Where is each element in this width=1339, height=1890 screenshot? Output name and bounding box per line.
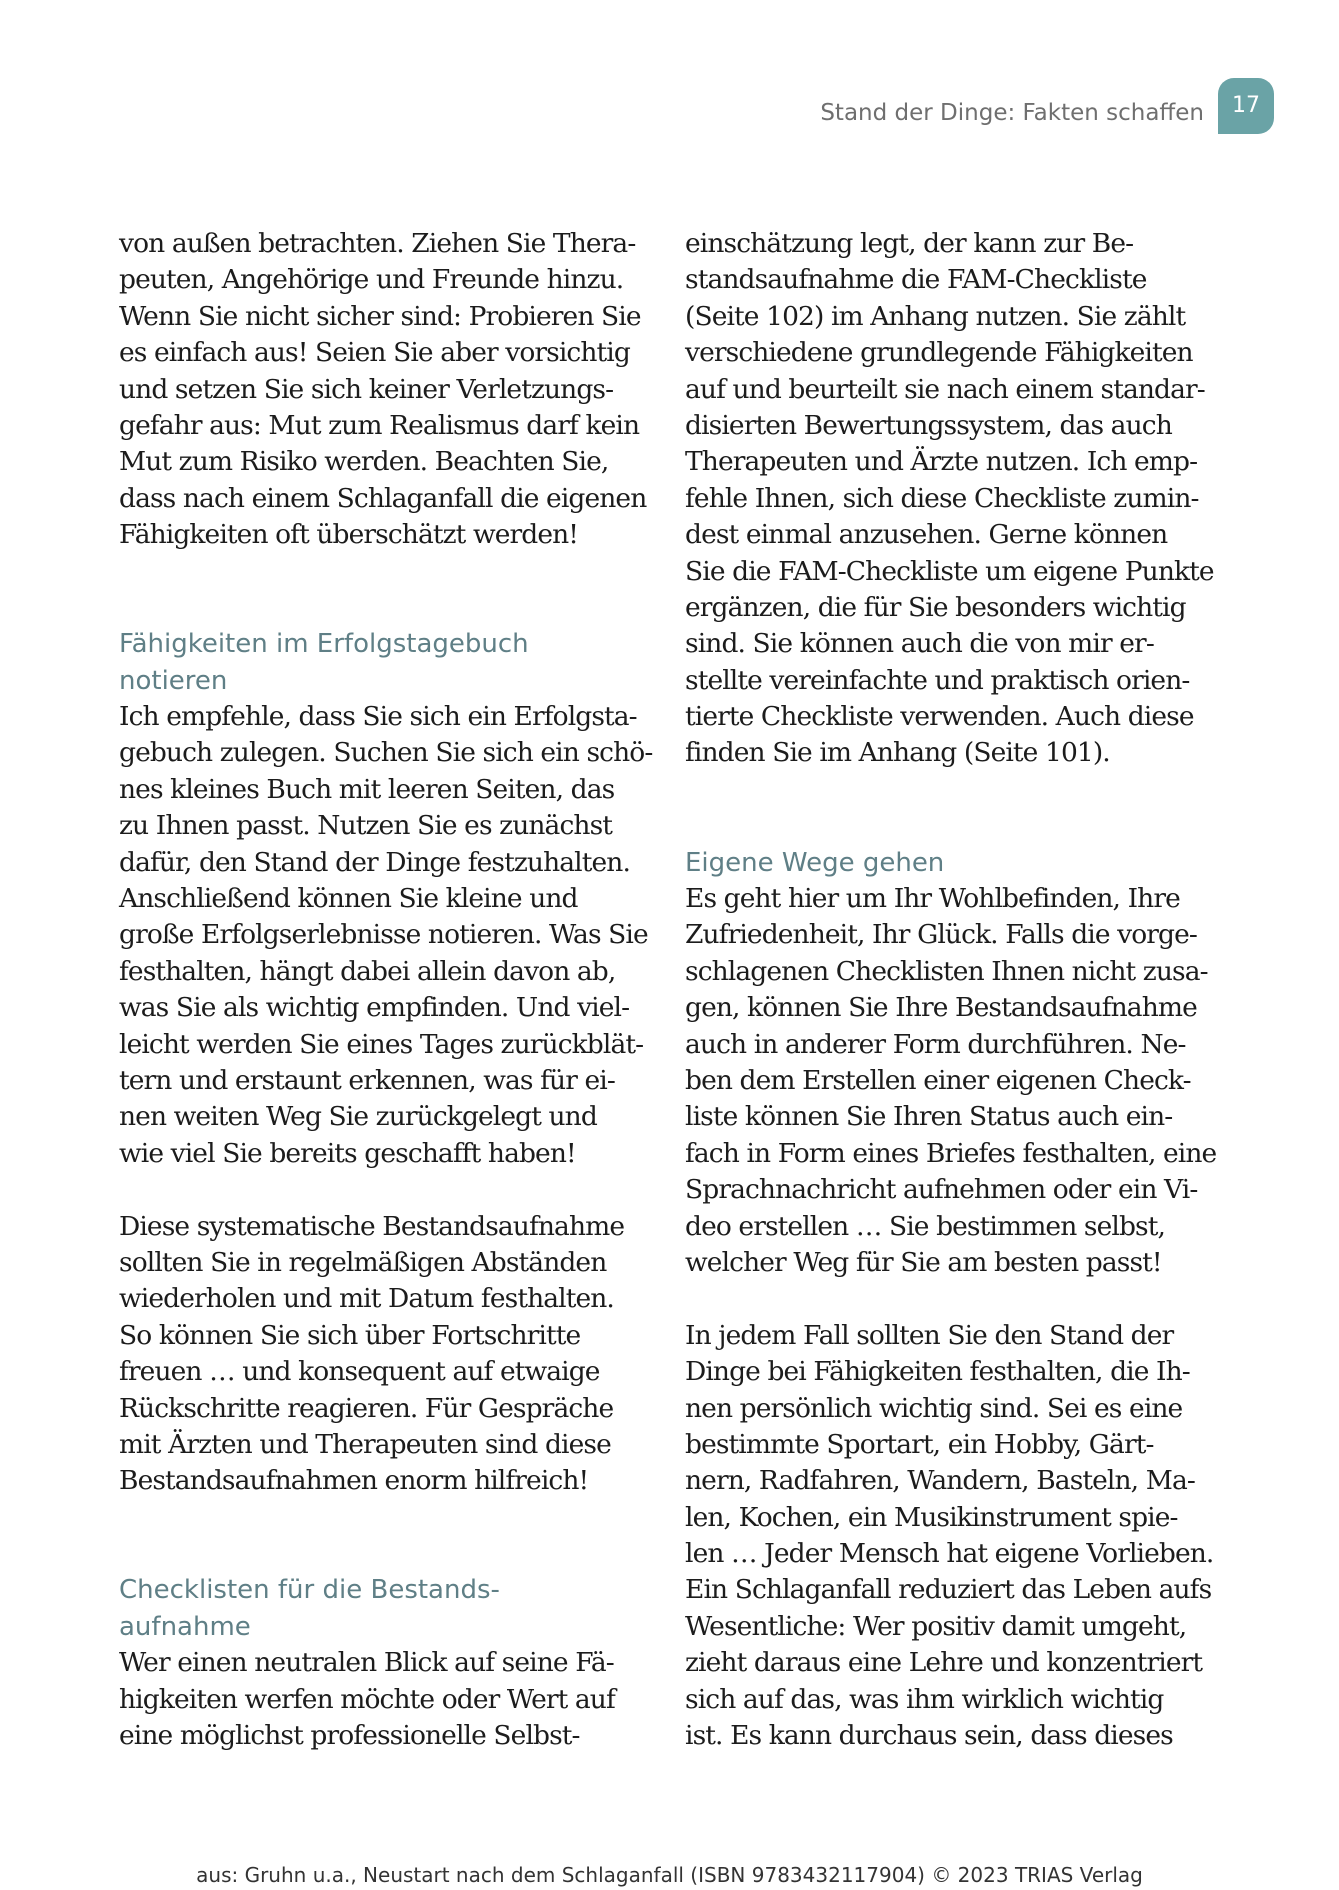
spacer bbox=[119, 554, 639, 627]
text-line: Ich empfehle, dass Sie sich ein Erfolgsta- bbox=[119, 701, 637, 733]
text-line: was Sie als wichtig empfinden. Und viel- bbox=[119, 992, 630, 1024]
text-line: len … Jeder Mensch hat eigene Vorlieben. bbox=[685, 1538, 1214, 1570]
text-line: wie viel Sie bereits geschafft haben! bbox=[119, 1137, 576, 1169]
text-line: freuen … und konsequent auf etwaige bbox=[119, 1356, 600, 1388]
heading-line: notieren bbox=[119, 665, 228, 696]
text-line: dass nach einem Schlaganfall die eigenen bbox=[119, 482, 647, 514]
heading-line: aufnahme bbox=[119, 1611, 251, 1642]
text-line: So können Sie sich über Fortschritte bbox=[119, 1319, 581, 1351]
text-line: es einfach aus! Seien Sie aber vorsichtig bbox=[119, 337, 630, 369]
text-line: Mut zum Risiko werden. Beachten Sie, bbox=[119, 446, 609, 478]
text-line: mit Ärzten und Therapeuten sind diese bbox=[119, 1428, 611, 1460]
text-line: ergänzen, die für Sie besonders wichtig bbox=[685, 591, 1186, 623]
section-heading bbox=[119, 1572, 639, 1645]
text-line: Therapeuten und Ärzte nutzen. Ich emp- bbox=[685, 446, 1198, 478]
right-column bbox=[685, 226, 1217, 1754]
heading-line: Fähigkeiten im Erfolgstagebuch bbox=[119, 629, 529, 660]
text-line: von außen betrachten. Ziehen Sie Thera- bbox=[119, 228, 636, 259]
text-line: len, Kochen, ein Musikinstrument spie- bbox=[685, 1501, 1178, 1533]
text-line: wiederholen und mit Datum festhalten. bbox=[119, 1283, 614, 1315]
heading-line: Eigene Wege gehen bbox=[685, 847, 945, 878]
paragraph bbox=[119, 1209, 639, 1500]
text-line: gebuch zulegen. Suchen Sie sich ein schö- bbox=[119, 737, 653, 769]
text-line: auf und beurteilt sie nach einem standar- bbox=[685, 373, 1205, 405]
text-line: Wenn Sie nicht sicher sind: Probieren Sie bbox=[119, 300, 641, 332]
left-column bbox=[119, 226, 653, 1754]
text-line: tern und erstaunt erkennen, was für ei- bbox=[119, 1065, 615, 1096]
spacer bbox=[119, 1172, 639, 1208]
text-line: sich auf das, was ihm wirklich wichtig bbox=[685, 1683, 1164, 1715]
section-heading bbox=[119, 626, 639, 699]
text-line: verschiedene grundlegende Fähigkeiten bbox=[685, 337, 1193, 369]
source-footer: aus: Gruhn u.a., Neustart nach dem Schlaganfall (ISBN 9783432117904) © 2023 TRIAS Verlag bbox=[196, 1863, 1143, 1887]
text-line: sind. Sie können auch die von mir er- bbox=[685, 628, 1154, 660]
text-line: Es geht hier um Ihr Wohlbefinden, Ihre bbox=[685, 883, 1180, 915]
paragraph bbox=[685, 226, 1214, 772]
paragraph bbox=[119, 1645, 639, 1754]
heading-line: Checklisten für die Bestands- bbox=[119, 1575, 500, 1606]
text-line: finden Sie im Anhang (Seite 101). bbox=[685, 737, 1110, 769]
text-line: Bestandsaufnahmen enorm hilfreich! bbox=[119, 1465, 589, 1497]
text-line: nern, Radfahren, Wandern, Basteln, Ma- bbox=[685, 1465, 1195, 1497]
spacer bbox=[685, 1281, 1205, 1317]
text-line: dafür, den Stand der Dinge festzuhalten. bbox=[119, 846, 630, 878]
paragraph bbox=[685, 881, 1217, 1281]
text-line: bestimmte Sportart, ein Hobby, Gärt- bbox=[685, 1428, 1154, 1460]
spacer bbox=[119, 1500, 639, 1573]
text-line: standsaufnahme die FAM-Checkliste bbox=[685, 264, 1147, 296]
text-line: Dinge bei Fähigkeiten festhalten, die Ih- bbox=[685, 1356, 1190, 1388]
paragraph bbox=[119, 699, 653, 1172]
text-line: und setzen Sie sich keiner Verletzungs- bbox=[119, 373, 614, 405]
text-line: Rückschritte reagieren. Für Gespräche bbox=[119, 1392, 614, 1424]
spacer bbox=[685, 772, 1205, 845]
section-heading bbox=[685, 845, 1205, 881]
text-line: festhalten, hängt dabei allein davon ab, bbox=[119, 955, 616, 987]
text-line: In jedem Fall sollten Sie den Stand der bbox=[685, 1319, 1174, 1351]
text-line: leicht werden Sie eines Tages zurückblät- bbox=[119, 1028, 644, 1060]
text-line: gefahr aus: Mut zum Realismus darf kein bbox=[119, 409, 640, 441]
text-line: Fähigkeiten oft überschätzt werden! bbox=[119, 519, 579, 551]
text-line: tierte Checkliste verwenden. Auch diese bbox=[685, 701, 1194, 733]
text-line: stellte vereinfachte und praktisch orien- bbox=[685, 664, 1190, 696]
text-line: nes kleines Buch mit leeren Seiten, das bbox=[119, 773, 615, 805]
page-number-badge: 17 bbox=[1218, 78, 1274, 134]
text-line: Sprachnachricht aufnehmen oder ein Vi- bbox=[685, 1174, 1198, 1206]
text-line: fehle Ihnen, sich diese Checkliste zumin- bbox=[685, 482, 1199, 514]
text-line: ben dem Erstellen einer eigenen Check- bbox=[685, 1065, 1191, 1096]
text-line: Zufriedenheit, Ihr Glück. Falls die vorge- bbox=[685, 919, 1197, 951]
paragraph bbox=[119, 226, 647, 554]
text-line: sollten Sie in regelmäßigen Abständen bbox=[119, 1246, 607, 1278]
text-line: welcher Weg für Sie am besten passt! bbox=[685, 1246, 1162, 1278]
text-line: Anschließend können Sie kleine und bbox=[119, 883, 578, 915]
text-line: liste können Sie Ihren Status auch ein- bbox=[685, 1101, 1173, 1133]
text-line: nen persönlich wichtig sind. Sei es eine bbox=[685, 1392, 1183, 1424]
text-line: auch in anderer Form durchführen. Ne- bbox=[685, 1028, 1186, 1060]
text-line: Wer einen neutralen Blick auf seine Fä- bbox=[119, 1647, 614, 1679]
text-line: dest einmal anzusehen. Gerne können bbox=[685, 519, 1168, 551]
text-line: deo erstellen … Sie bestimmen selbst, bbox=[685, 1210, 1165, 1242]
text-line: fach in Form eines Briefes festhalten, eine bbox=[685, 1137, 1217, 1169]
text-line: Diese systematische Bestandsaufnahme bbox=[119, 1210, 625, 1242]
paragraph bbox=[685, 1318, 1214, 1755]
text-line: nen weiten Weg Sie zurückgelegt und bbox=[119, 1101, 597, 1133]
text-line: peuten, Angehörige und Freunde hinzu. bbox=[119, 264, 624, 296]
text-line: Wesentliche: Wer positiv damit umgeht, bbox=[685, 1610, 1187, 1642]
text-line: ist. Es kann durchaus sein, dass dieses bbox=[685, 1720, 1173, 1752]
text-line: higkeiten werfen möchte oder Wert auf bbox=[119, 1683, 615, 1715]
text-line: gen, können Sie Ihre Bestandsaufnahme bbox=[685, 992, 1197, 1024]
running-title: Stand der Dinge: Fakten schaffen bbox=[820, 100, 1204, 126]
text-line: eine möglichst professionelle Selbst- bbox=[119, 1720, 580, 1752]
text-line: einschätzung legt, der kann zur Be- bbox=[685, 228, 1134, 259]
text-line: zieht daraus eine Lehre und konzentriert bbox=[685, 1647, 1203, 1679]
text-line: (Seite 102) im Anhang nutzen. Sie zählt bbox=[685, 300, 1186, 332]
text-line: disierten Bewertungssystem, das auch bbox=[685, 409, 1172, 441]
text-line: große Erfolgserlebnisse notieren. Was Sie bbox=[119, 919, 648, 951]
text-line: Sie die FAM-Checkliste um eigene Punkte bbox=[685, 555, 1214, 587]
text-line: Ein Schlaganfall reduziert das Leben aufs bbox=[685, 1574, 1212, 1606]
text-line: schlagenen Checklisten Ihnen nicht zusa- bbox=[685, 955, 1208, 987]
text-line: zu Ihnen passt. Nutzen Sie es zunächst bbox=[119, 810, 613, 842]
